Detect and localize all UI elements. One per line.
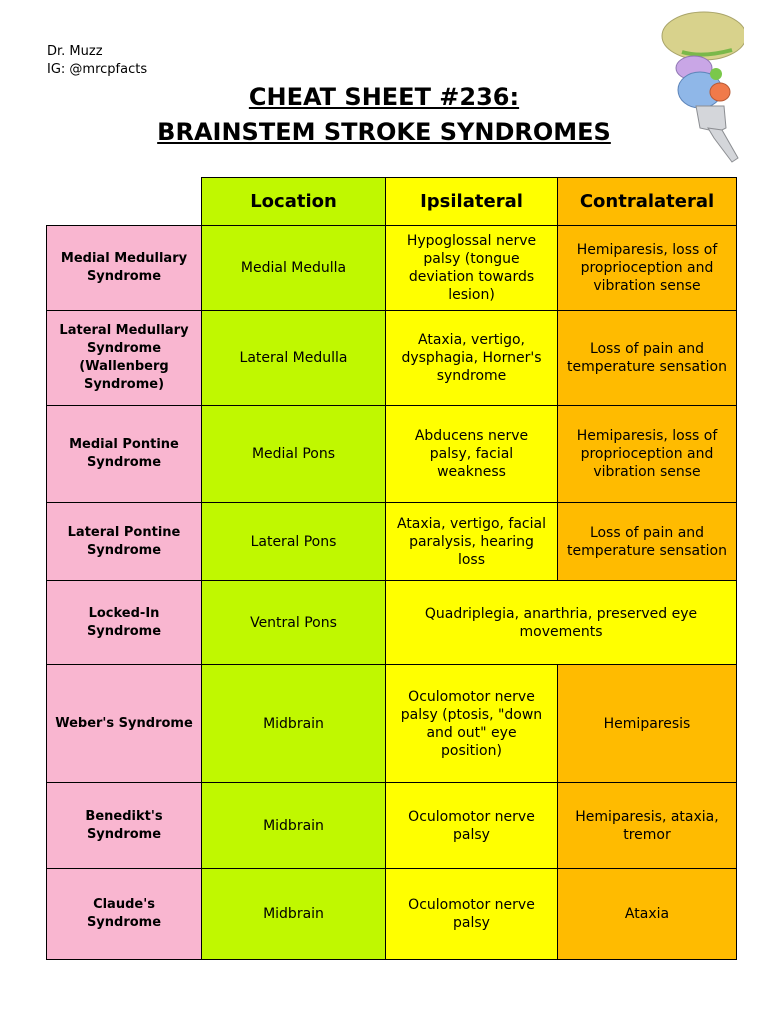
syndrome-name-cell: Medial Medullary Syndrome	[46, 225, 202, 311]
contralateral-cell: Hemiparesis, ataxia, tremor	[557, 782, 737, 869]
contralateral-cell: Hemiparesis, loss of proprioception and vibration sense	[557, 405, 737, 503]
location-cell: Ventral Pons	[201, 580, 386, 665]
location-cell: Medial Pons	[201, 405, 386, 503]
syndrome-name-cell: Lateral Medullary Syndrome (Wallenberg Syndrome)	[46, 310, 202, 406]
syndrome-name-cell: Locked-In Syndrome	[46, 580, 202, 665]
ipsilateral-cell: Ataxia, vertigo, dysphagia, Horner's syndrome	[385, 310, 558, 406]
syndrome-name-cell: Medial Pontine Syndrome	[46, 405, 202, 503]
brainstem-illustration-icon	[652, 8, 744, 166]
ipsilateral-cell: Hypoglossal nerve palsy (tongue deviation towards lesion)	[385, 225, 558, 311]
contralateral-cell: Loss of pain and temperature sensation	[557, 310, 737, 406]
author-name: Dr. Muzz	[47, 44, 103, 59]
contralateral-cell: Hemiparesis	[557, 664, 737, 783]
location-cell: Lateral Pons	[201, 502, 386, 581]
ipsilateral-cell: Ataxia, vertigo, facial paralysis, hearing loss	[385, 502, 558, 581]
header-contralateral: Contralateral	[557, 177, 737, 226]
title-line-2: BRAINSTEM STROKE SYNDROMES	[157, 118, 611, 146]
combined-findings-cell: Quadriplegia, anarthria, preserved eye movements	[385, 580, 737, 665]
contralateral-cell: Ataxia	[557, 868, 737, 960]
ipsilateral-cell: Oculomotor nerve palsy (ptosis, "down and out" eye position)	[385, 664, 558, 783]
author-block	[47, 43, 147, 79]
contralateral-cell: Loss of pain and temperature sensation	[557, 502, 737, 581]
header-location: Location	[201, 177, 386, 226]
contralateral-cell: Hemiparesis, loss of proprioception and vibration sense	[557, 225, 737, 311]
ipsilateral-cell: Abducens nerve palsy, facial weakness	[385, 405, 558, 503]
syndrome-name-cell: Lateral Pontine Syndrome	[46, 502, 202, 581]
location-cell: Midbrain	[201, 664, 386, 783]
location-cell: Midbrain	[201, 782, 386, 869]
ipsilateral-cell: Oculomotor nerve palsy	[385, 782, 558, 869]
location-cell: Lateral Medulla	[201, 310, 386, 406]
location-cell: Medial Medulla	[201, 225, 386, 311]
author-instagram: IG: @mrcpfacts	[47, 62, 148, 77]
title-line-1: CHEAT SHEET #236:	[248, 83, 520, 111]
header-ipsilateral: Ipsilateral	[385, 177, 558, 226]
location-cell: Midbrain	[201, 868, 386, 960]
syndrome-name-cell: Claude's Syndrome	[46, 868, 202, 960]
ipsilateral-cell: Oculomotor nerve palsy	[385, 868, 558, 960]
syndrome-name-cell: Weber's Syndrome	[46, 664, 202, 783]
syndrome-name-cell: Benedikt's Syndrome	[46, 782, 202, 869]
